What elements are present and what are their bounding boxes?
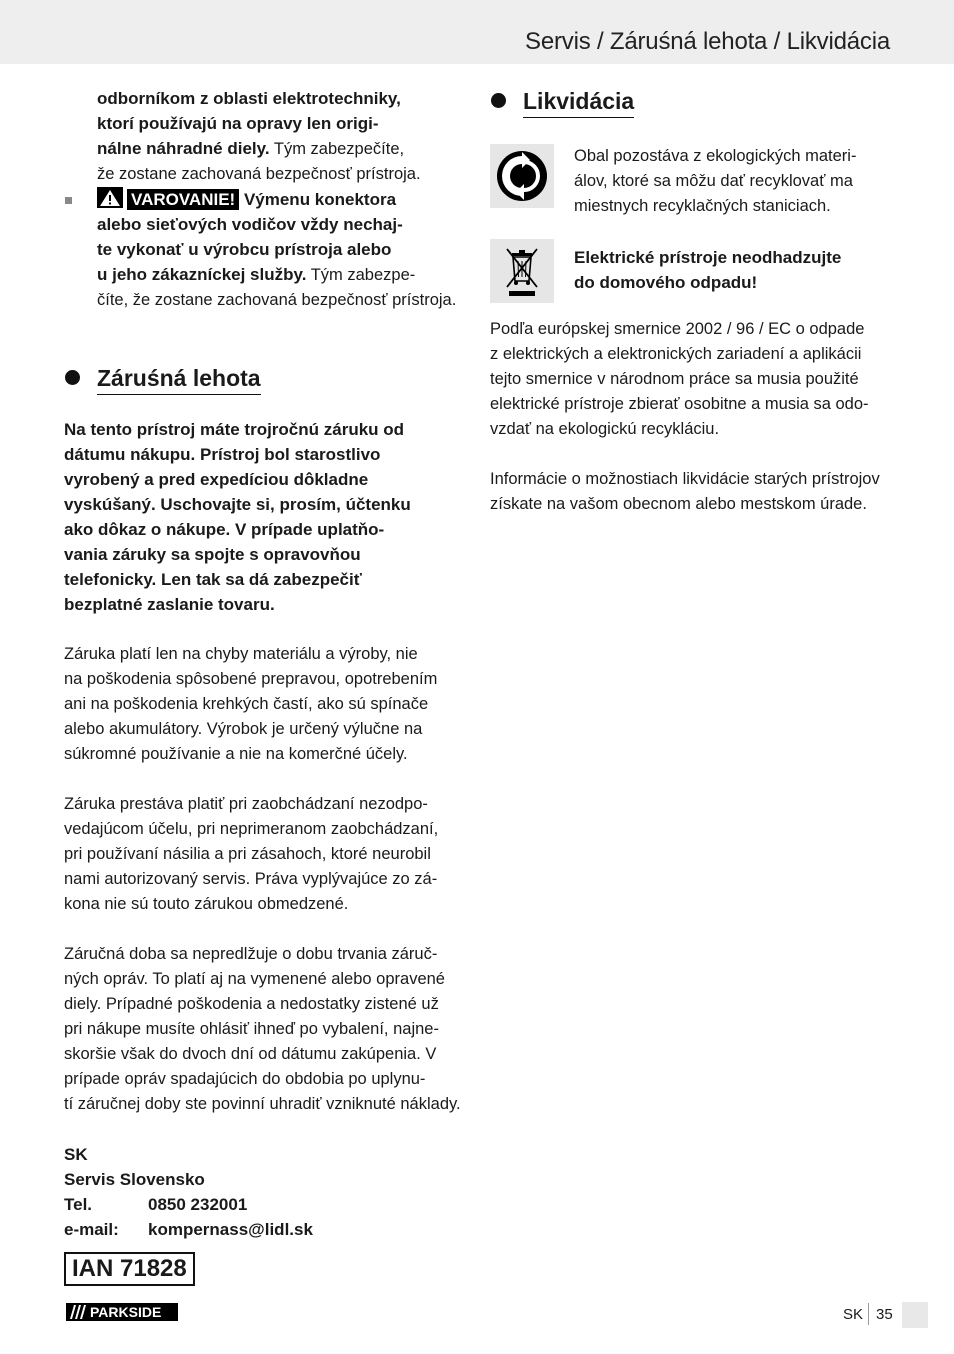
brand-name: PARKSIDE [90,1304,162,1320]
warning-badge: VAROVANIE! [127,189,239,210]
text-line: bezplatné zaslanie tovaru. [64,595,275,614]
text-line: vyrobený a pred expedíciou dôkladne [64,470,369,489]
text-line: tejto smernice v národnom práce sa musia použité [490,370,859,388]
text-line: vyskúšaný. Uschovajte si, prosím, účtenku [64,495,411,514]
text-line: Záruka prestáva platiť pri zaobchádzaní nezodpo- [64,795,428,813]
text-line: pri používaní násilia a pri zásahoch, ktoré neurobil [64,845,431,863]
phone-label: Tel. [64,1195,93,1214]
text-line: pri nákupe musíte ohlásiť ihneď po vybalení, najne- [64,1020,439,1038]
email-value: kompernass@lidl.sk [148,1220,313,1239]
warning-line-4: u jeho zákazníckej služby. Tým zabezpe- [97,265,416,284]
warranty-heading [64,363,464,395]
text-line: ako dôkaz o nákupe. V prípade uplatňo- [64,520,385,539]
intro-continuation [64,86,464,187]
text-line: do domového odpadu! [574,273,758,292]
disposal-heading-text: Likvidácia [523,86,634,118]
ian-number-box: IAN 71828 [64,1252,195,1286]
text-line: ných opráv. To platí aj na vymenené alebo opravené [64,970,445,988]
contact-phone-row [64,1192,464,1217]
header-band [0,0,954,64]
warranty-paragraph-2 [64,792,464,917]
text-line: Informácie o možnostiach likvidácie starých prístrojov [490,470,880,488]
bullet-dot-icon [65,370,80,385]
text-line: Elektrické prístroje neodhadzujte [574,248,842,267]
square-bullet-icon [65,197,72,204]
contact-country: SK [64,1145,88,1164]
contact-email-row [64,1217,464,1242]
weee-text [574,239,841,295]
text-line: telefonicky. Len tak sa dá zabezpečiť [64,570,362,589]
left-column [64,86,464,1286]
warranty-heading-text: Záruśná lehota [97,363,261,395]
parkside-logo [66,1303,178,1326]
info-paragraph [490,467,892,517]
warning-line-5: číte, že zostane zachovaná bezpečnosť prístroja. [97,291,457,309]
text-line: dátumu nákupu. Prístroj bol starostlivo [64,445,381,464]
text-line: miestnych recyklačných staniciach. [574,197,831,215]
contact-service-name: Servis Slovensko [64,1170,205,1189]
text-line: na poškodenia spôsobené prepravou, opotrebením [64,670,438,688]
page-number: 35 [876,1306,893,1323]
service-contact [64,1142,464,1242]
directive-paragraph [490,317,892,442]
warranty-paragraph-3 [64,942,464,1117]
text-line: Záručná doba sa nepredlžuje o dobu trvania záruč- [64,945,438,963]
right-column [490,86,892,517]
text-line: Záruka platí len na chyby materiálu a výroby, nie [64,645,418,663]
text-line: alebo akumulátory. Výrobok je určený výlučne na [64,720,423,738]
text-line: vzdať na ekologickú recykláciu. [490,420,720,438]
text-line: súkromné používanie a nie na komerčné účely. [64,745,408,763]
text-line: vania záruky sa spojte s opravovňou [64,545,361,564]
bullet-dot-icon [491,93,506,108]
warranty-bold-paragraph [64,417,464,617]
text-line: Podľa európskej smernice 2002 / 96 / EC o odpade [490,320,865,338]
text-line: vedajúcom účelu, pri neprimeranom zaobchádzaní, [64,820,439,838]
text-line: Obal pozostáva z ekologických materi- [574,147,857,165]
warranty-paragraph-1 [64,642,464,767]
warning-line-2: alebo sieťových vodičov vždy nechaj- [97,215,403,234]
warning-block [64,187,464,313]
packaging-row [490,144,892,219]
text-line: z elektrických a elektronických zariadení a aplikácii [490,345,862,363]
text-line: Na tento prístroj máte trojročnú záruku od [64,420,405,439]
intro-line-2: ktorí používajú na opravy len origi- [97,114,379,133]
text-line: tí záručnej doby ste povinní uhradiť vzniknuté náklady. [64,1095,461,1113]
text-line: elektrické prístroje zbierať osobitne a musia sa odo- [490,395,869,413]
intro-line-1: odborníkom z oblasti elektrotechniky, [97,89,401,108]
intro-line-3: nálne náhradné diely. Tým zabezpečíte, [97,139,405,158]
warning-triangle-icon [97,187,123,208]
intro-line-4: že zostane zachovaná bezpečnosť prístroja. [97,165,421,183]
text-line: diely. Prípadné poškodenia a nedostatky zistené už [64,995,439,1013]
email-label: e-mail: [64,1220,119,1239]
footer-language: SK [843,1306,864,1323]
footer-divider [868,1303,869,1325]
disposal-heading [490,86,892,118]
weee-row [490,239,892,303]
green-dot-recycling-icon [490,144,554,208]
footer-tab-box [902,1302,928,1328]
packaging-text [574,144,856,219]
text-line: skoršie však do dvoch dní od dátumu zakúpenia. V [64,1045,437,1063]
text-line: nami autorizovaný servis. Práva vyplývajúce zo zá- [64,870,438,888]
warning-line-3: te vykonať u výrobcu prístroja alebo [97,240,392,259]
text-line: získate na vašom obecnom alebo mestskom úrade. [490,495,867,513]
text-line: ani na poškodenia krehkých častí, ako sú spínače [64,695,429,713]
page-title: Servis / Záruśná lehota / Likvidácia [525,28,890,55]
text-line: kona nie sú touto zárukou obmedzené. [64,895,349,913]
text-line: prípade opráv spadajúcich do obdobia po uplynu- [64,1070,426,1088]
warning-line-1: VAROVANIE! Výmenu konektora [97,187,464,212]
phone-value: 0850 232001 [148,1195,248,1214]
crossed-out-bin-icon [490,239,554,303]
text-line: álov, ktoré sa môžu dať recyklovať ma [574,172,853,190]
